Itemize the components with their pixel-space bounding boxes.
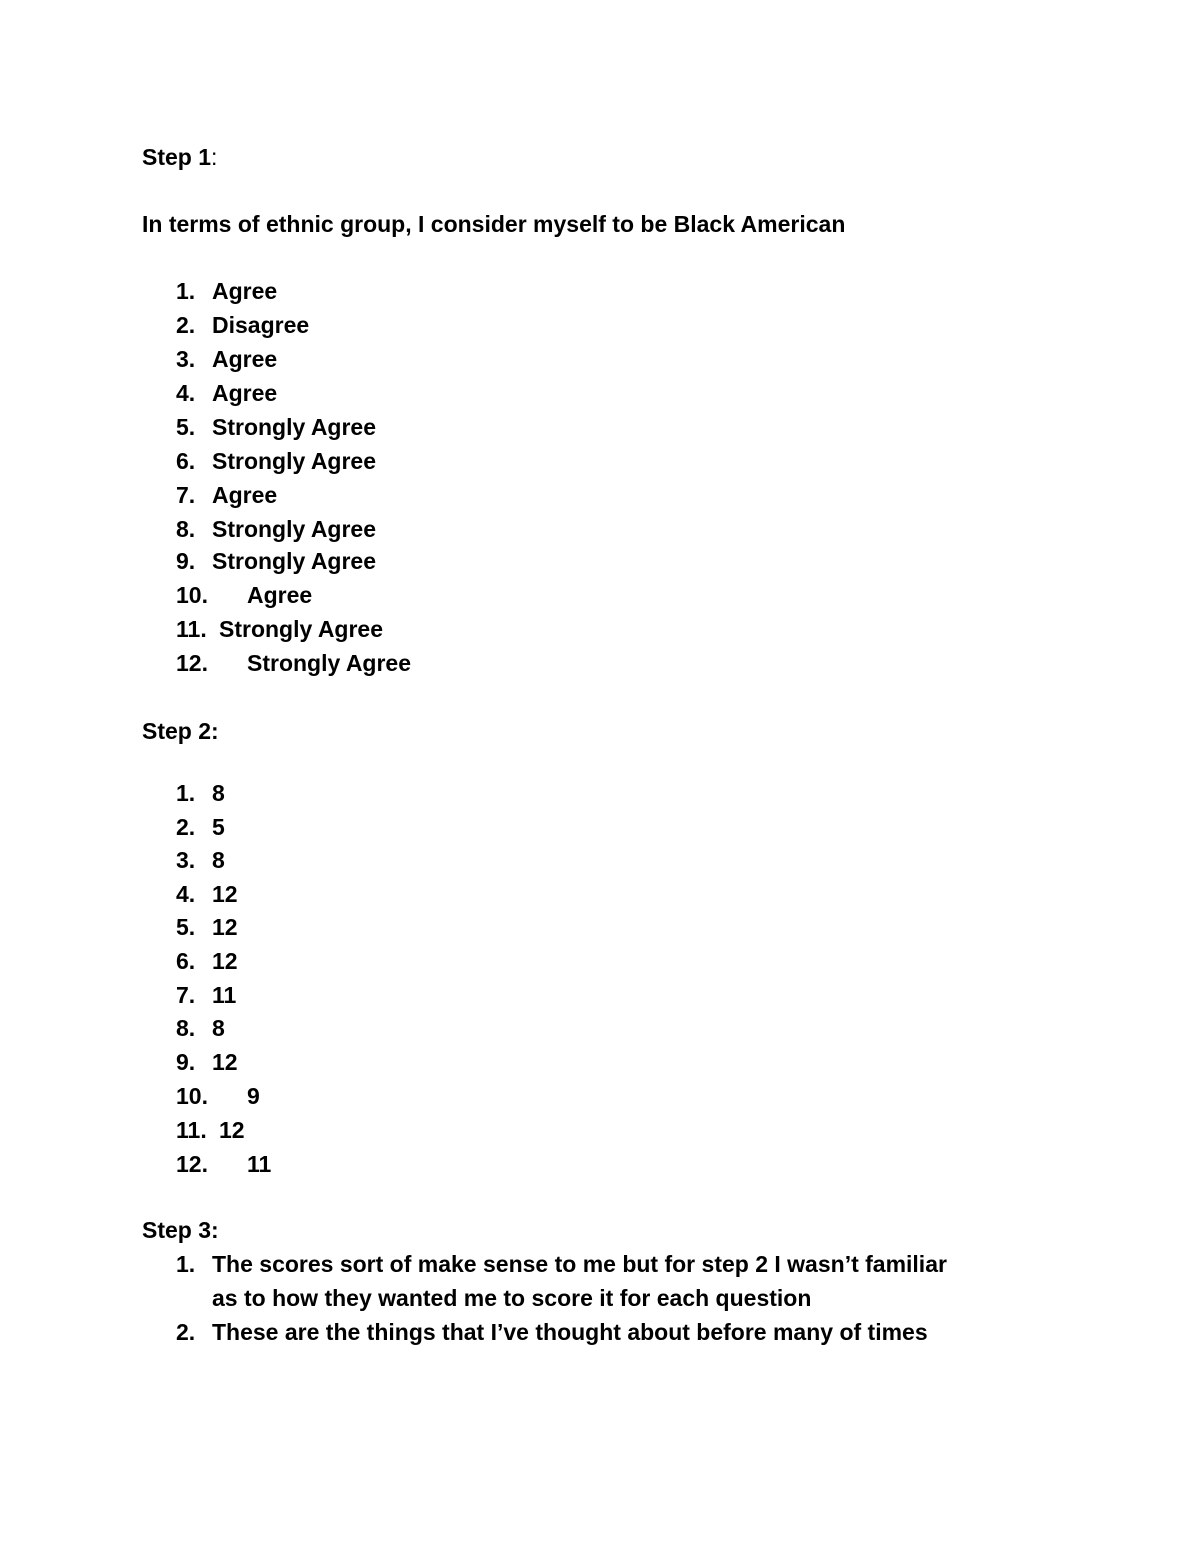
item-text: 8 — [212, 847, 225, 873]
step1-heading-colon: : — [211, 144, 218, 170]
item-text: Strongly Agree — [212, 516, 377, 542]
item-text: Agree — [212, 380, 278, 406]
item-number: 8. — [176, 1015, 196, 1041]
item-text: The scores sort of make sense to me but for step 2 I wasn’t familiar — [212, 1251, 947, 1277]
step1-heading — [142, 142, 217, 172]
item-number: 1. — [176, 780, 196, 806]
item-text: Disagree — [212, 312, 310, 338]
step3-heading: Step 3: — [142, 1217, 219, 1243]
item-text: 12 — [212, 914, 238, 940]
item-number: 10. — [176, 1083, 208, 1109]
item-text: 12 — [212, 1049, 238, 1075]
item-number: 8. — [176, 516, 196, 542]
item-number: 9. — [176, 548, 196, 574]
item-number: 11. — [176, 1117, 207, 1143]
item-text: Agree — [212, 346, 278, 372]
item-number: 4. — [176, 881, 196, 907]
item-number: 7. — [176, 982, 196, 1008]
item-text: Agree — [212, 278, 278, 304]
item-text: These are the things that I’ve thought about before many of times — [212, 1319, 928, 1345]
item-text: 5 — [212, 814, 225, 840]
item-number: 6. — [176, 448, 196, 474]
item-number: 2. — [176, 312, 196, 338]
item-text: 8 — [212, 1015, 225, 1041]
item-text: Agree — [212, 482, 278, 508]
step2-heading: Step 2: — [142, 718, 219, 744]
item-text: 9 — [247, 1083, 260, 1109]
item-number: 5. — [176, 414, 196, 440]
item-number: 3. — [176, 847, 196, 873]
item-number: 10. — [176, 582, 208, 608]
item-number: 5. — [176, 914, 196, 940]
item-number: 9. — [176, 1049, 196, 1075]
item-text: 12 — [212, 881, 238, 907]
item-number: 1. — [176, 1251, 196, 1277]
item-number: 4. — [176, 380, 196, 406]
item-text: Strongly Agree — [212, 448, 377, 474]
step1-statement: In terms of ethnic group, I consider myself to be Black American — [142, 211, 846, 237]
item-number: 12. — [176, 650, 208, 676]
item-text: 11 — [247, 1151, 272, 1177]
item-text: 12 — [219, 1117, 245, 1143]
item-number: 6. — [176, 948, 196, 974]
item-text: Strongly Agree — [247, 650, 412, 676]
item-text: Strongly Agree — [212, 548, 377, 574]
item-number: 2. — [176, 1319, 196, 1345]
item-text: Strongly Agree — [219, 616, 384, 642]
item-number: 2. — [176, 814, 196, 840]
item-number: 3. — [176, 346, 196, 372]
item-text: 8 — [212, 780, 225, 806]
item-text: 11 — [212, 982, 237, 1008]
item-number: 12. — [176, 1151, 208, 1177]
item-text: 12 — [212, 948, 238, 974]
item-text: Strongly Agree — [212, 414, 377, 440]
item-number: 11. — [176, 616, 207, 642]
item-text: Agree — [247, 582, 313, 608]
step1-heading-label: Step 1 — [142, 144, 212, 170]
item-text: as to how they wanted me to score it for each question — [212, 1285, 812, 1311]
item-number: 1. — [176, 278, 196, 304]
item-number: 7. — [176, 482, 196, 508]
